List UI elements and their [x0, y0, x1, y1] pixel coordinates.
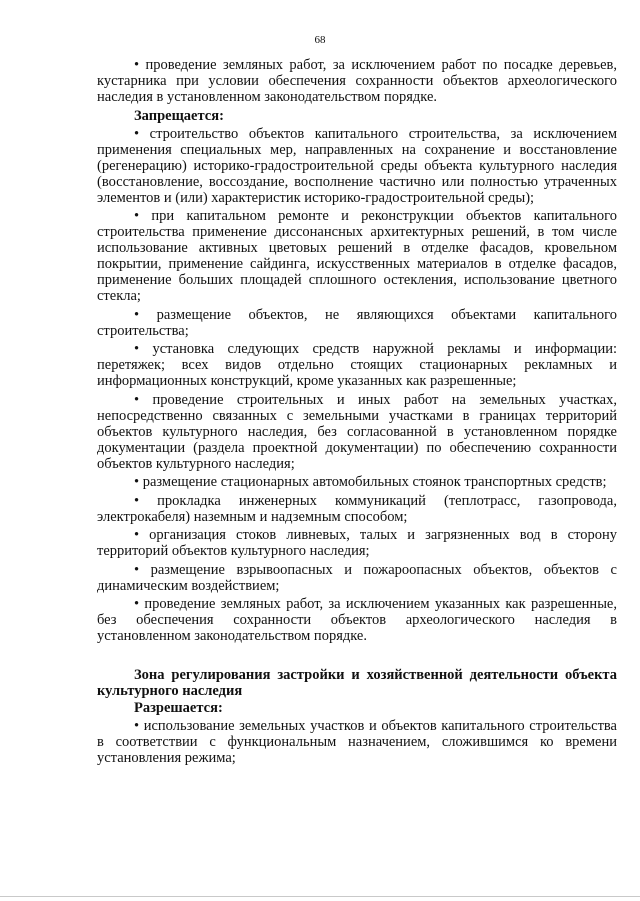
- bullet-icon: •: [134, 527, 140, 543]
- list-item-text: строительство объектов капитального строительства, за исключением применения специальных мер, направленных на сохранение и восстановление (регенерацию) историко-градостроительной среды объекта культурного наследия (восстановление, воссоздание, восполнение частично или полностью утраченных элементов и (или) характеристик историко-градостроительной среды);: [97, 125, 617, 206]
- list-item: [97, 57, 617, 105]
- list-item: [97, 341, 617, 389]
- bullet-icon: •: [134, 391, 140, 408]
- list-item-text: размещение стационарных автомобильных стоянок транспортных средств;: [142, 474, 607, 490]
- document-body: [97, 57, 617, 769]
- page-bottom-rule: [0, 896, 640, 897]
- page-number: 68: [314, 34, 326, 46]
- bullet-icon: •: [134, 718, 140, 734]
- list-item: [97, 392, 617, 472]
- allowed-heading: Разрешается:: [134, 700, 223, 716]
- zone-title: Зона регулирования застройки и хозяйственной деятельности объекта культурного наследия: [97, 667, 617, 699]
- bullet-icon: •: [134, 561, 140, 578]
- list-item: [97, 493, 617, 525]
- bullet-icon: •: [134, 474, 140, 490]
- list-item: [97, 562, 617, 594]
- list-item-text: организация стоков ливневых, талых и загрязненных вод в сторону территорий объектов культурного наследия;: [97, 527, 618, 559]
- list-item-text: размещение объектов, не являющихся объектами капитального строительства;: [97, 306, 618, 339]
- list-item-text: проведение земляных работ, за исключением работ по посадке деревьев, кустарника при условии обеспечения сохранности объектов археологического наследия в установленном законодательством порядке.: [97, 57, 618, 105]
- list-item-text: при капитальном ремонте и реконструкции объектов капитального строительства применение диссонансных архитектурных решений, в том числе использование активных цветовых решений в отделке фасадов, кровельном покрытии, применение сайдинга, искусственных материалов в отделке фасадов, применение больших площадей сплошного остекления, использование цветного стекла;: [97, 208, 617, 304]
- list-item-text: размещение взрывоопасных и пожароопасных объектов, объектов с динамическим воздействием;: [97, 561, 617, 594]
- list-item: [97, 596, 617, 644]
- bullet-icon: •: [134, 57, 140, 73]
- bullet-icon: •: [134, 492, 140, 509]
- list-item: [97, 126, 617, 206]
- list-item: [97, 307, 617, 339]
- bullet-icon: •: [134, 306, 140, 323]
- bullet-icon: •: [134, 208, 140, 224]
- list-item-text: установка следующих средств наружной рекламы и информации: перетяжек; всех видов отдельно стоящих стационарных рекламных и информационных конструкций, кроме указанных как разрешенные;: [97, 341, 617, 389]
- list-item-text: проведение земляных работ, за исключением указанных как разрешенные, без обеспечения сохранности объектов археологического наследия в установленном законодательством порядке.: [97, 596, 617, 644]
- prohibited-heading: Запрещается:: [134, 107, 224, 124]
- list-item-text: использование земельных участков и объектов капитального строительства в соответствии с функциональным назначением, сложившимся ко времени установления режима;: [97, 718, 617, 766]
- list-item: [97, 474, 617, 490]
- list-item-text: проведение строительных и иных работ на земельных участках, непосредственно связанных с земельными участками в границах территорий объектов культурного наследия, без согласованной в установленном порядке документации (раздела проектной документации) по обеспечению сохранности объектов культурного наследия;: [97, 391, 617, 472]
- bullet-icon: •: [134, 341, 140, 357]
- list-item-text: прокладка инженерных коммуникаций (теплотрасс, газопровода, электрокабеля) наземным и надземным способом;: [97, 492, 617, 525]
- list-item: [97, 718, 617, 766]
- list-item: [97, 208, 617, 304]
- bullet-icon: •: [134, 596, 140, 612]
- bullet-icon: •: [134, 125, 140, 142]
- list-item: [97, 527, 617, 559]
